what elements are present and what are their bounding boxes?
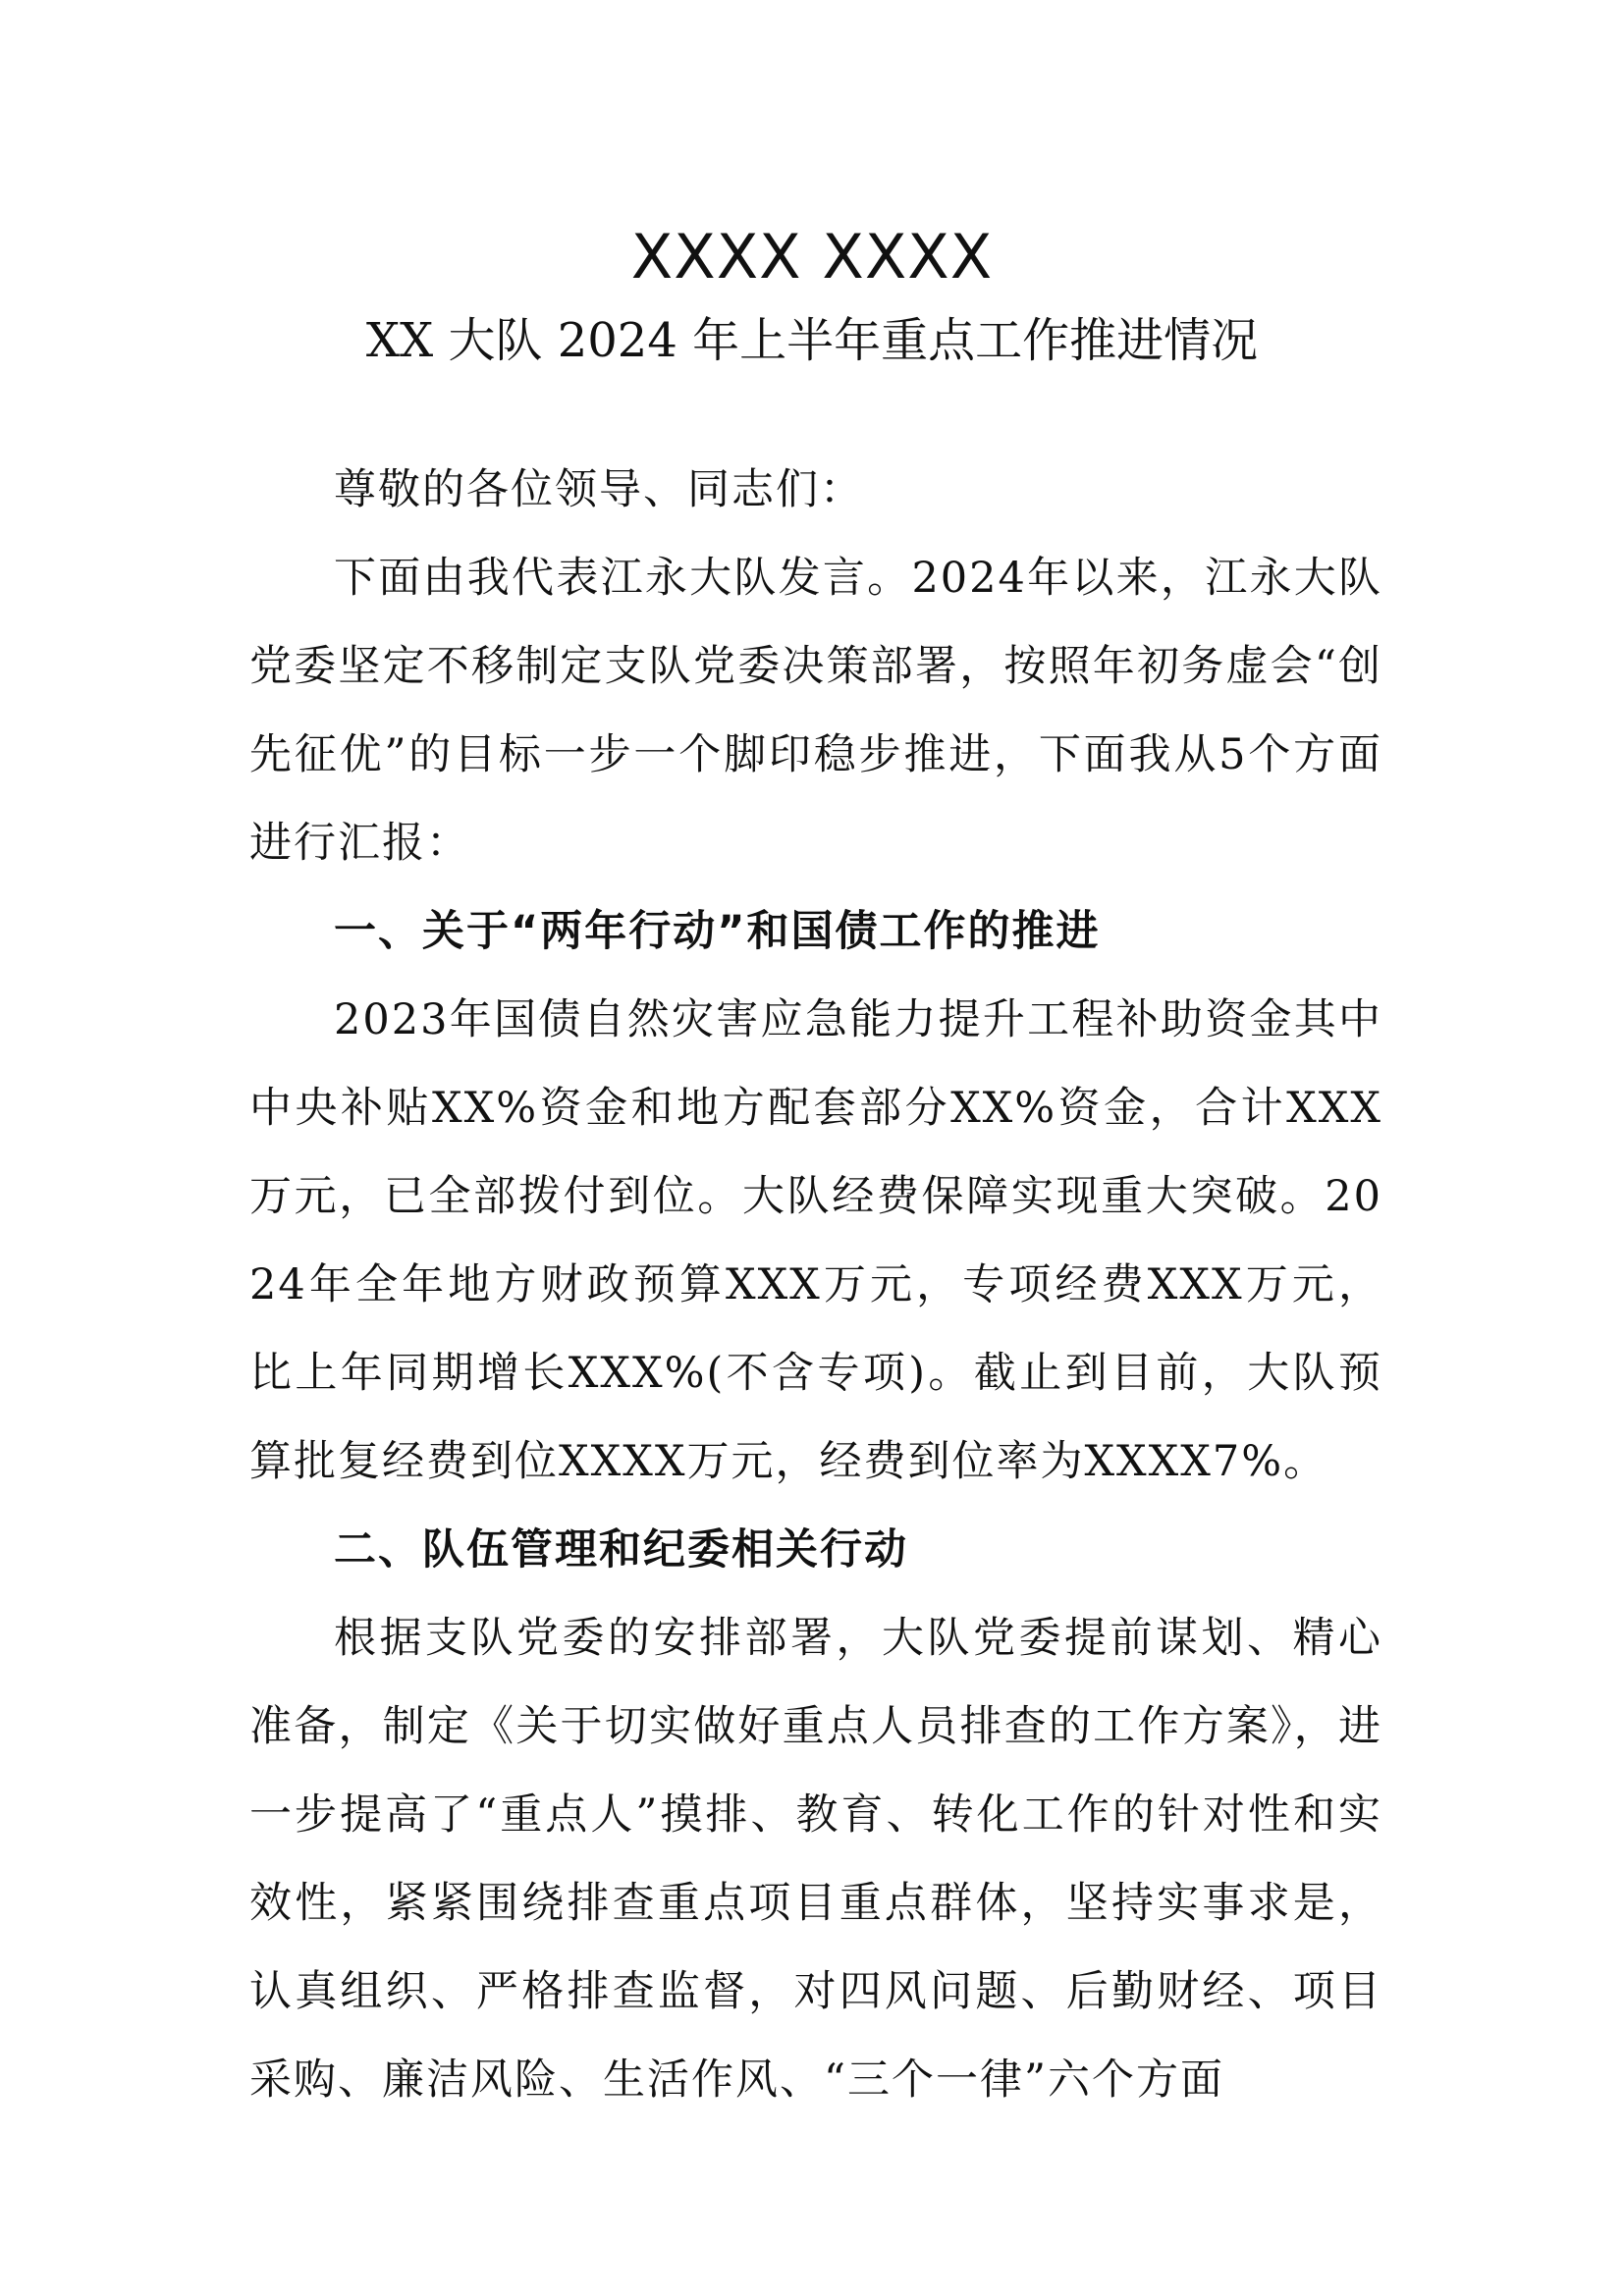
section-1-heading: 一、关于“两年行动”和国债工作的推进 [334,907,1101,956]
section-2-heading: 二、队伍管理和纪委相关行动 [334,1525,908,1575]
section-1-paragraph: 2023年国债自然灾害应急能力提升工程补助资金其中中央补贴XX%资金和地方配套部分XX%资金，合计XXX万元，已全部拨付到位。大队经费保障实现重大突破。2024年全年地方财政预算XXX万元，专项经费XXX万元，比上年同期增长XXX%(不含专项)。截止到目前，大队预算批复经费到位XXXX万元，经费到位率为XXXX7%。 [249,995,1382,1486]
section-2-paragraph: 根据支队党委的安排部署，大队党委提前谋划、精心准备，制定《关于切实做好重点人员排查的工作方案》，进一步提高了“重点人”摸排、教育、转化工作的针对性和实效性，紧紧围绕排查重点项目重点群体，坚持实事求是，认真组织、严格排查监督，对四风问题、后勤财经、项目采购、廉洁风险、生活作风、“三个一律”六个方面 [249,1614,1382,2105]
document-body [249,446,1382,2124]
intro-paragraph: 下面由我代表江永大队发言。2024年以来，江永大队党委坚定不移制定支队党委决策部署，按照年初务虚会“创先征优”的目标一步一个脚印稳步推进，下面我从5个方面进行汇报： [249,554,1382,868]
salutation: 尊敬的各位领导、同志们： [334,465,864,514]
document-title: XXXX XXXX [630,221,994,293]
document-subtitle: XX 大队 2024 年上半年重点工作推进情况 [365,313,1259,368]
